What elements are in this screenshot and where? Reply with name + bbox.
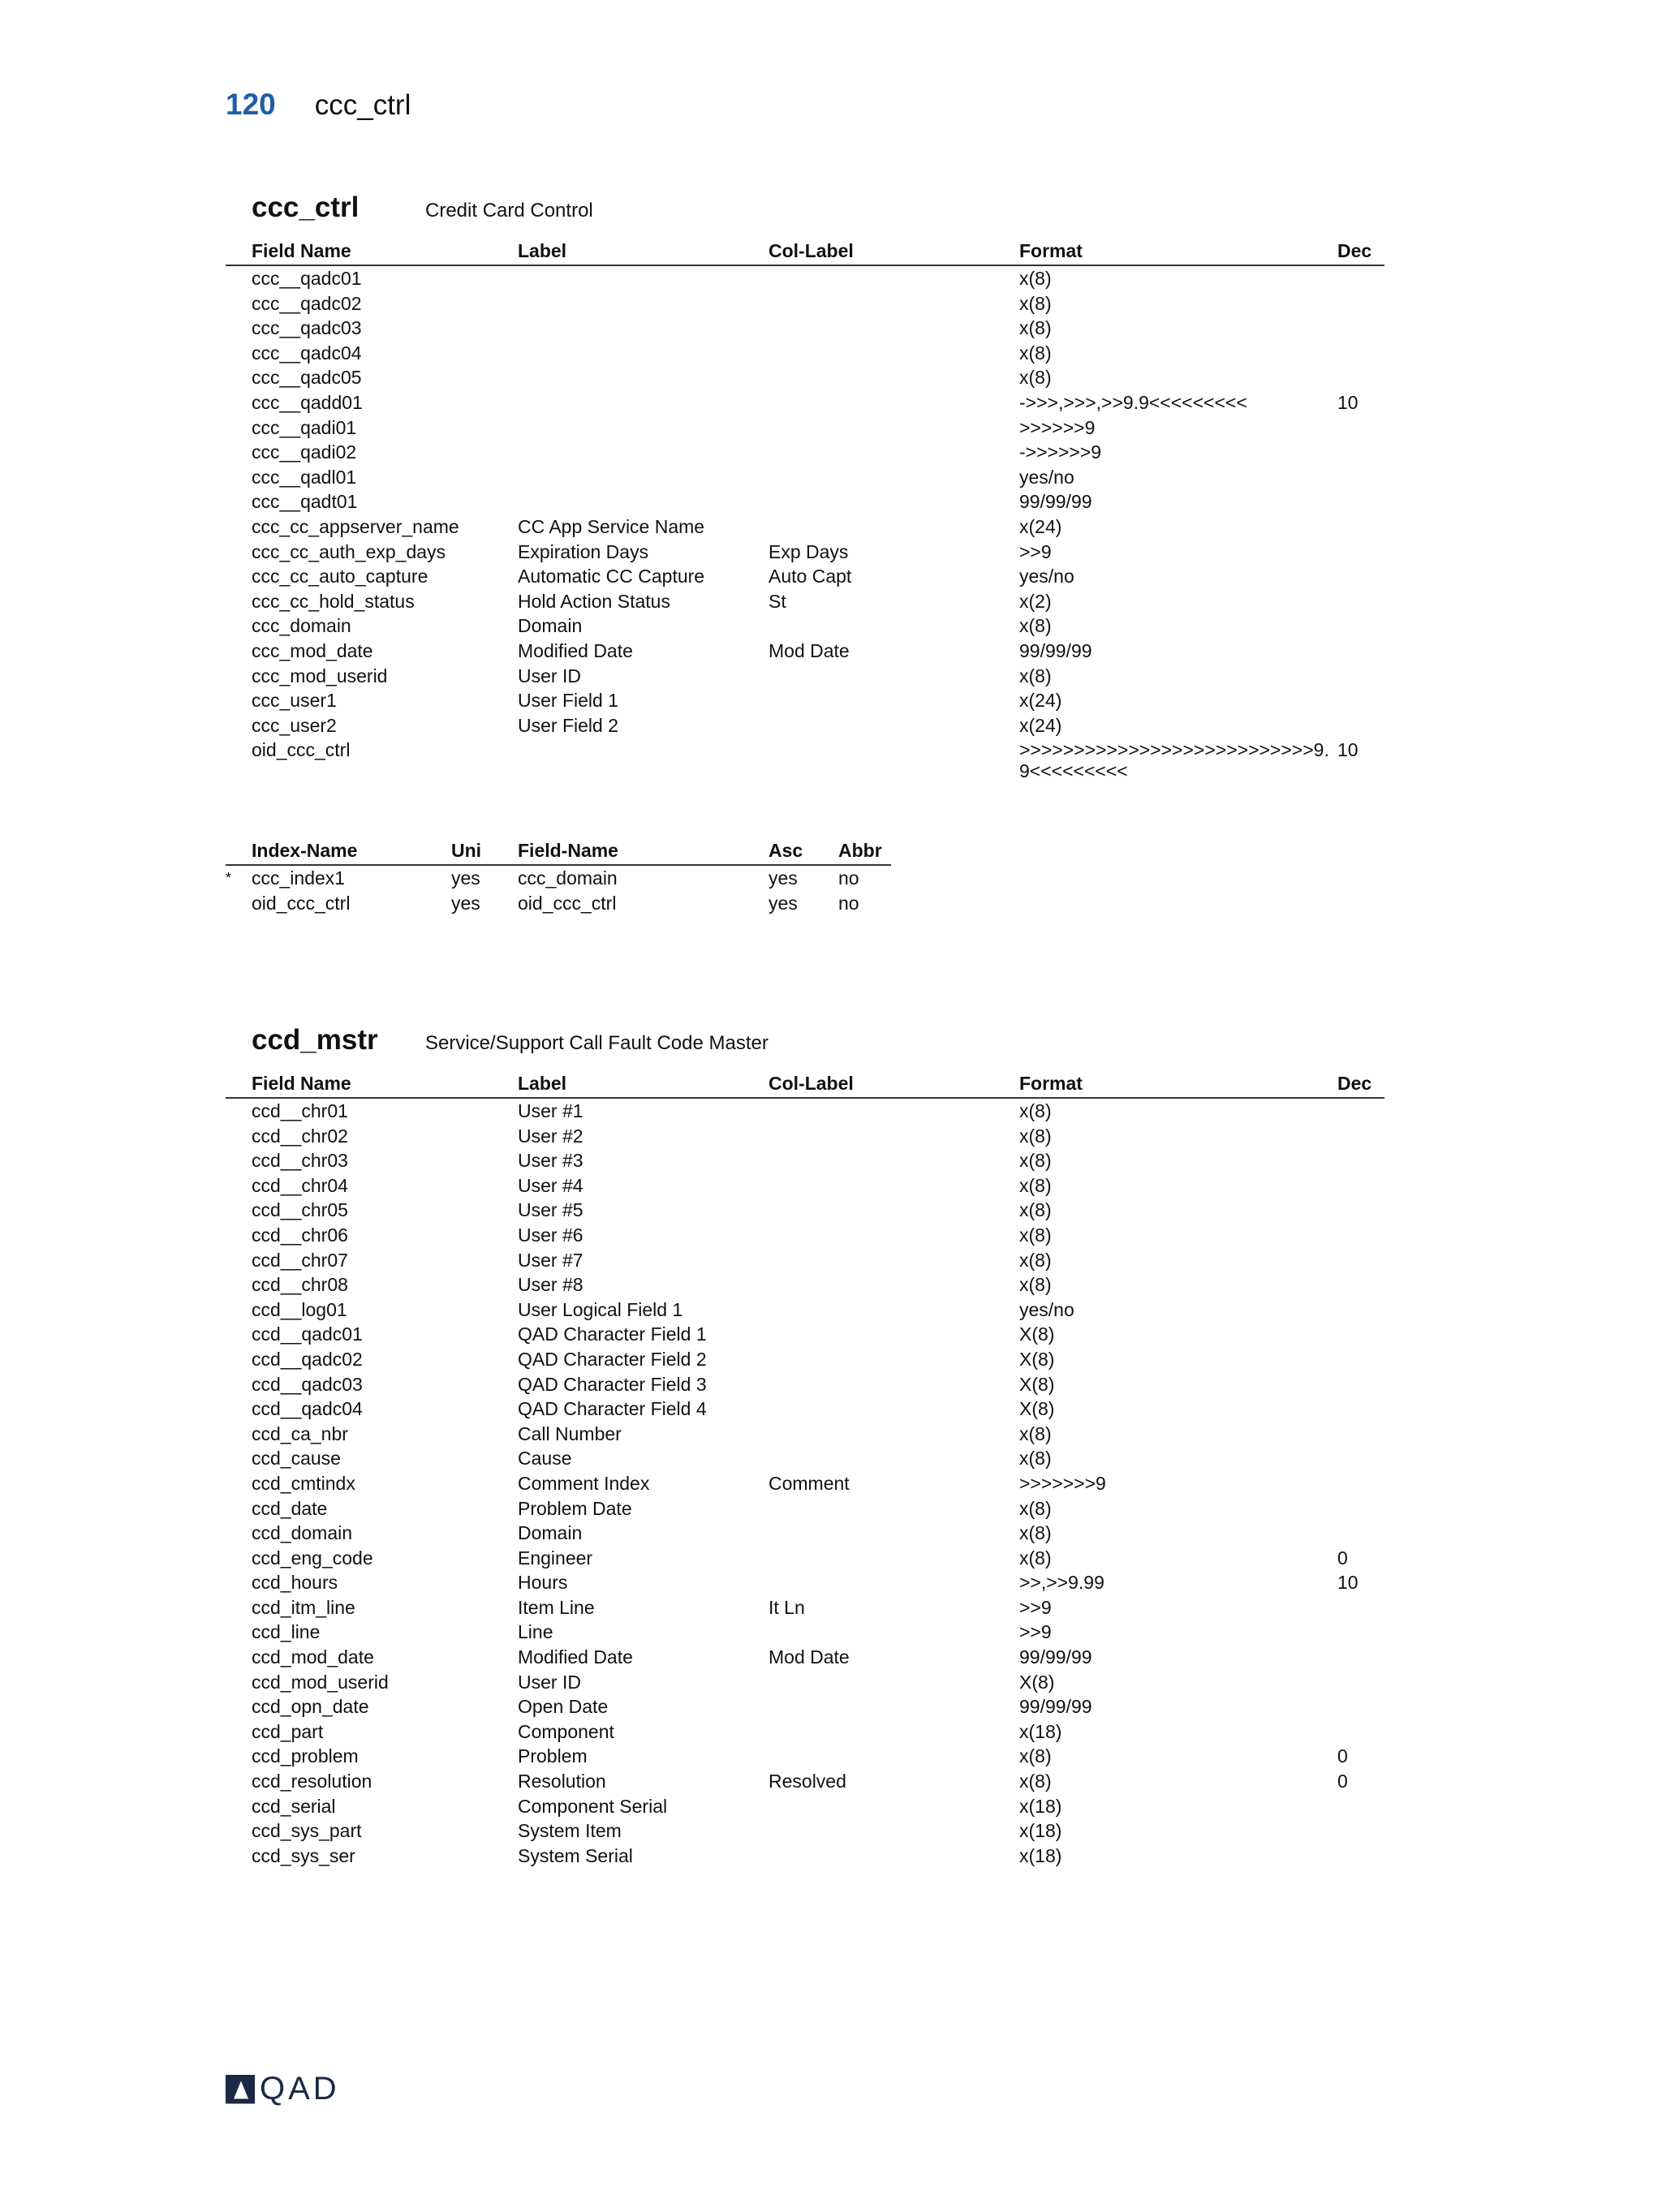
cell-label: QAD Character Field 3 bbox=[518, 1373, 707, 1395]
table-row bbox=[226, 1372, 1384, 1397]
cell-col-label: Mod Date bbox=[769, 1646, 850, 1668]
table-row bbox=[226, 1173, 1384, 1199]
cell-format: x(8) bbox=[1019, 1448, 1052, 1470]
table-row bbox=[226, 266, 1384, 291]
cell-format: x(18) bbox=[1019, 1820, 1062, 1842]
cell-format: x(8) bbox=[1019, 1199, 1052, 1221]
cell-field-name: ccd_part bbox=[252, 1720, 324, 1742]
table-row bbox=[226, 1198, 1384, 1223]
index-row bbox=[226, 866, 1384, 891]
cell-col-label: St bbox=[769, 590, 786, 612]
cell-label: User #4 bbox=[518, 1174, 583, 1196]
cell-label: Expiration Days bbox=[518, 540, 649, 562]
table-row bbox=[226, 713, 1384, 738]
cell-field-name: ccc_domain bbox=[518, 867, 618, 889]
cell-index-name: ccc_index1 bbox=[252, 867, 346, 889]
table-row bbox=[226, 1794, 1384, 1819]
cell-format: x(8) bbox=[1019, 1100, 1052, 1121]
field-table-body bbox=[226, 1099, 1384, 1868]
cell-format: x(24) bbox=[1019, 690, 1062, 712]
header-format: Format bbox=[1019, 1073, 1083, 1094]
cell-field-name: ccc__qadc05 bbox=[252, 367, 362, 389]
table-row bbox=[226, 1769, 1384, 1794]
cell-format: 99/99/99 bbox=[1019, 1646, 1092, 1668]
table-row bbox=[226, 1546, 1384, 1571]
cell-label: Resolution bbox=[518, 1771, 606, 1792]
cell-col-label: Resolved bbox=[769, 1771, 846, 1792]
cell-label: Problem Date bbox=[518, 1497, 632, 1519]
cell-field-name: ccd__chr05 bbox=[252, 1199, 348, 1221]
cell-field-name: ccd__chr03 bbox=[252, 1150, 348, 1172]
cell-label: User #3 bbox=[518, 1150, 583, 1172]
cell-format: X(8) bbox=[1019, 1323, 1055, 1345]
cell-format: x(8) bbox=[1019, 1422, 1052, 1444]
cell-field-name: ccd_serial bbox=[252, 1795, 336, 1817]
cell-field-name: ccc_cc_appserver_name bbox=[252, 515, 459, 537]
cell-label: CC App Service Name bbox=[518, 515, 705, 537]
cell-label: User #6 bbox=[518, 1224, 583, 1246]
table-row bbox=[226, 664, 1384, 689]
cell-format: X(8) bbox=[1019, 1398, 1055, 1420]
cell-label: User ID bbox=[518, 665, 581, 686]
table-row bbox=[226, 1148, 1384, 1173]
cell-field-name: ccc__qadd01 bbox=[252, 391, 363, 413]
cell-dec: 10 bbox=[1337, 739, 1358, 761]
table-row bbox=[226, 1818, 1384, 1844]
cell-format: ->>>,>>>,>>9.9<<<<<<<<< bbox=[1019, 391, 1247, 413]
cell-label: Comment Index bbox=[518, 1472, 650, 1494]
cell-col-label: Auto Capt bbox=[769, 566, 852, 587]
cell-primary-marker: * bbox=[226, 870, 232, 887]
cell-label: Domain bbox=[518, 615, 583, 637]
table-row bbox=[226, 1099, 1384, 1124]
table-row bbox=[226, 1396, 1384, 1422]
cell-label: Call Number bbox=[518, 1422, 622, 1444]
header-asc: Asc bbox=[769, 840, 803, 862]
cell-label: QAD Character Field 1 bbox=[518, 1323, 707, 1345]
table-row bbox=[226, 440, 1384, 465]
table-row bbox=[226, 1322, 1384, 1347]
cell-field-name: ccd_problem bbox=[252, 1745, 359, 1767]
cell-field-name: ccd_hours bbox=[252, 1572, 338, 1594]
cell-field-name: ccc_user1 bbox=[252, 690, 337, 712]
qad-logo bbox=[226, 2071, 340, 2107]
table-row bbox=[226, 1446, 1384, 1471]
ccd-mstr-section bbox=[226, 1024, 1384, 1868]
cell-field-name: ccd__chr08 bbox=[252, 1274, 348, 1296]
cell-label: Automatic CC Capture bbox=[518, 566, 705, 587]
table-row bbox=[226, 415, 1384, 441]
cell-field-name: ccc__qadc02 bbox=[252, 292, 362, 314]
table-row bbox=[226, 738, 1384, 783]
header-col-label: Col-Label bbox=[769, 1073, 854, 1094]
cell-field-name: ccd_mod_userid bbox=[252, 1671, 389, 1693]
cell-field-name: ccc_cc_auto_capture bbox=[252, 566, 428, 587]
cell-field-name: ccd__qadc02 bbox=[252, 1348, 363, 1370]
cell-format: 99/99/99 bbox=[1019, 639, 1092, 661]
cell-format: >>9 bbox=[1019, 1596, 1052, 1618]
cell-field-name: ccd__chr04 bbox=[252, 1174, 348, 1196]
cell-format: 99/99/99 bbox=[1019, 1696, 1092, 1718]
qad-logo-icon bbox=[226, 2075, 255, 2104]
cell-label: Item Line bbox=[518, 1596, 595, 1618]
cell-format: yes/no bbox=[1019, 466, 1074, 488]
table-row bbox=[226, 1248, 1384, 1273]
cell-dec: 10 bbox=[1337, 1572, 1358, 1594]
cell-field-name: ccc__qadc01 bbox=[252, 268, 362, 289]
cell-field-name: ccd_opn_date bbox=[252, 1696, 369, 1718]
cell-field-name: ccd_cause bbox=[252, 1448, 341, 1470]
cell-field-name: ccc__qadi02 bbox=[252, 441, 357, 463]
cell-field-name: ccd_domain bbox=[252, 1522, 353, 1544]
cell-col-label: Exp Days bbox=[769, 540, 849, 562]
header-col-label: Col-Label bbox=[769, 240, 854, 261]
cell-label: Domain bbox=[518, 1522, 583, 1544]
cell-field-name: ccc__qadl01 bbox=[252, 466, 357, 488]
cell-field-name: ccd_eng_code bbox=[252, 1547, 373, 1569]
header-dec: Dec bbox=[1337, 1073, 1372, 1094]
cell-label: QAD Character Field 4 bbox=[518, 1398, 707, 1420]
cell-label: Component Serial bbox=[518, 1795, 668, 1817]
table-row bbox=[226, 1694, 1384, 1719]
cell-format: x(8) bbox=[1019, 292, 1052, 314]
table-row bbox=[226, 613, 1384, 639]
table-row bbox=[226, 1719, 1384, 1745]
cell-format: X(8) bbox=[1019, 1348, 1055, 1370]
cell-field-name: ccd__chr07 bbox=[252, 1249, 348, 1271]
cell-field-name: ccd__chr01 bbox=[252, 1100, 348, 1121]
cell-dec: 0 bbox=[1337, 1745, 1348, 1767]
table-description: Credit Card Control bbox=[425, 200, 593, 222]
cell-format: >>9 bbox=[1019, 1621, 1052, 1643]
cell-label: Engineer bbox=[518, 1547, 593, 1569]
header-field-name: Field-Name bbox=[518, 840, 618, 862]
cell-format: x(8) bbox=[1019, 615, 1052, 637]
cell-label: Line bbox=[518, 1621, 553, 1643]
table-row bbox=[226, 514, 1384, 540]
cell-field-name: ccd__qadc03 bbox=[252, 1373, 363, 1395]
cell-field-name: oid_ccc_ctrl bbox=[518, 892, 617, 914]
cell-format: X(8) bbox=[1019, 1373, 1055, 1395]
cell-dec: 10 bbox=[1337, 391, 1358, 413]
cell-field-name: ccd_itm_line bbox=[252, 1596, 355, 1618]
cell-format: x(8) bbox=[1019, 1249, 1052, 1271]
table-row bbox=[226, 1595, 1384, 1620]
cell-label: User Field 2 bbox=[518, 714, 618, 736]
cell-label: User #2 bbox=[518, 1125, 583, 1147]
cell-field-name: ccd_sys_ser bbox=[252, 1844, 355, 1866]
cell-dec: 0 bbox=[1337, 1547, 1348, 1569]
cell-format: x(18) bbox=[1019, 1844, 1062, 1866]
table-row bbox=[226, 316, 1384, 341]
table-row bbox=[226, 465, 1384, 490]
table-row bbox=[226, 1298, 1384, 1323]
cell-field-name: ccc__qadc03 bbox=[252, 317, 362, 339]
cell-format: x(8) bbox=[1019, 268, 1052, 289]
page-running-title: ccc_ctrl bbox=[314, 89, 411, 121]
cell-field-name: ccc__qadt01 bbox=[252, 491, 358, 513]
cell-field-name: ccc__qadc04 bbox=[252, 342, 362, 364]
index-table-header bbox=[226, 840, 891, 866]
table-row bbox=[226, 1347, 1384, 1372]
cell-format: yes/no bbox=[1019, 1298, 1074, 1320]
cell-abbr: no bbox=[838, 867, 859, 889]
index-row bbox=[226, 891, 1384, 916]
header-dec: Dec bbox=[1337, 240, 1372, 261]
cell-field-name: ccd_sys_part bbox=[252, 1820, 362, 1842]
cell-format: x(8) bbox=[1019, 1497, 1052, 1519]
table-row bbox=[226, 489, 1384, 514]
cell-label: Hold Action Status bbox=[518, 590, 670, 612]
cell-format: x(8) bbox=[1019, 665, 1052, 686]
table-row bbox=[226, 341, 1384, 366]
cell-label: User #7 bbox=[518, 1249, 583, 1271]
cell-field-name: ccd_date bbox=[252, 1497, 328, 1519]
header-format: Format bbox=[1019, 240, 1083, 261]
cell-field-name: ccd_line bbox=[252, 1621, 321, 1643]
table-row bbox=[226, 291, 1384, 316]
cell-uni: yes bbox=[451, 867, 480, 889]
cell-label: User Field 1 bbox=[518, 690, 618, 712]
table-row bbox=[226, 1223, 1384, 1248]
field-table-header bbox=[226, 1073, 1384, 1099]
cell-field-name: ccc_domain bbox=[252, 615, 351, 637]
cell-field-name: ccd__qadc01 bbox=[252, 1323, 363, 1345]
header-label: Label bbox=[518, 1073, 567, 1094]
field-table-body bbox=[226, 266, 1384, 783]
table-row bbox=[226, 1744, 1384, 1769]
cell-format: 99/99/99 bbox=[1019, 491, 1092, 513]
cell-label: Modified Date bbox=[518, 639, 633, 661]
cell-asc: yes bbox=[769, 867, 798, 889]
field-table-header bbox=[226, 240, 1384, 266]
table-title bbox=[226, 192, 1384, 240]
cell-format: x(8) bbox=[1019, 1745, 1052, 1767]
cell-format: ->>>>>>9 bbox=[1019, 441, 1102, 463]
cell-field-name: ccd__chr06 bbox=[252, 1224, 348, 1246]
header-index-name: Index-Name bbox=[252, 840, 358, 862]
cell-label: System Item bbox=[518, 1820, 622, 1842]
cell-abbr: no bbox=[838, 892, 859, 914]
cell-label: User #8 bbox=[518, 1274, 583, 1296]
table-row bbox=[226, 1272, 1384, 1298]
cell-field-name: ccd_mod_date bbox=[252, 1646, 374, 1668]
cell-field-name: ccd__qadc04 bbox=[252, 1398, 363, 1420]
page-number: 120 bbox=[226, 88, 276, 121]
cell-field-name: ccc_user2 bbox=[252, 714, 337, 736]
cell-field-name: ccc_mod_userid bbox=[252, 665, 388, 686]
page-header bbox=[226, 88, 411, 122]
cell-label: Hours bbox=[518, 1572, 568, 1594]
table-row bbox=[226, 1521, 1384, 1546]
cell-field-name: ccd_resolution bbox=[252, 1771, 372, 1792]
cell-format: >>>>>>>>>>>>>>>>>>>>>>>>>>>9.9<<<<<<<<< bbox=[1019, 739, 1329, 782]
cell-field-name: ccd_cmtindx bbox=[252, 1472, 355, 1494]
cell-format: x(24) bbox=[1019, 714, 1062, 736]
cell-format: x(8) bbox=[1019, 342, 1052, 364]
table-row bbox=[226, 1844, 1384, 1869]
cell-format: x(8) bbox=[1019, 1224, 1052, 1246]
cell-format: x(24) bbox=[1019, 515, 1062, 537]
cell-field-name: ccc_mod_date bbox=[252, 639, 373, 661]
cell-format: X(8) bbox=[1019, 1671, 1055, 1693]
cell-field-name: ccc_cc_auth_exp_days bbox=[252, 540, 446, 562]
cell-field-name: oid_ccc_ctrl bbox=[252, 739, 351, 761]
table-title bbox=[226, 1024, 1384, 1073]
table-row bbox=[226, 688, 1384, 713]
table-row bbox=[226, 639, 1384, 664]
cell-label: System Serial bbox=[518, 1844, 633, 1866]
table-row bbox=[226, 1471, 1384, 1496]
cell-uni: yes bbox=[451, 892, 480, 914]
header-abbr: Abbr bbox=[838, 840, 882, 862]
cell-format: x(8) bbox=[1019, 317, 1052, 339]
cell-format: >>,>>9.99 bbox=[1019, 1572, 1104, 1594]
cell-format: >>>>>>>9 bbox=[1019, 1472, 1106, 1494]
cell-label: User Logical Field 1 bbox=[518, 1298, 683, 1320]
cell-label: Cause bbox=[518, 1448, 572, 1470]
cell-format: x(8) bbox=[1019, 1274, 1052, 1296]
qad-logo-text: QAD bbox=[260, 2071, 340, 2107]
cell-format: x(8) bbox=[1019, 1150, 1052, 1172]
cell-format: x(18) bbox=[1019, 1720, 1062, 1742]
cell-col-label: Comment bbox=[769, 1472, 850, 1494]
cell-label: Problem bbox=[518, 1745, 588, 1767]
cell-format: x(2) bbox=[1019, 590, 1052, 612]
cell-format: x(18) bbox=[1019, 1795, 1062, 1817]
cell-label: User #1 bbox=[518, 1100, 583, 1121]
cell-field-name: ccd_ca_nbr bbox=[252, 1422, 348, 1444]
header-field-name: Field Name bbox=[252, 1073, 351, 1094]
cell-label: User ID bbox=[518, 1671, 581, 1693]
table-row bbox=[226, 1422, 1384, 1447]
cell-label: User #5 bbox=[518, 1199, 583, 1221]
cell-label: QAD Character Field 2 bbox=[518, 1348, 707, 1370]
table-row bbox=[226, 540, 1384, 565]
table-row bbox=[226, 1570, 1384, 1595]
cell-format: x(8) bbox=[1019, 367, 1052, 389]
table-row bbox=[226, 564, 1384, 589]
cell-format: x(8) bbox=[1019, 1547, 1052, 1569]
table-name: ccd_mstr bbox=[252, 1024, 378, 1056]
table-row bbox=[226, 390, 1384, 415]
table-row bbox=[226, 589, 1384, 614]
cell-format: yes/no bbox=[1019, 566, 1074, 587]
cell-label: Modified Date bbox=[518, 1646, 633, 1668]
cell-field-name: ccd__chr02 bbox=[252, 1125, 348, 1147]
cell-format: x(8) bbox=[1019, 1125, 1052, 1147]
cell-field-name: ccc_cc_hold_status bbox=[252, 590, 415, 612]
ccc-ctrl-section bbox=[226, 192, 1384, 915]
header-uni: Uni bbox=[451, 840, 482, 862]
cell-format: >>>>>>9 bbox=[1019, 416, 1096, 438]
table-row bbox=[226, 1645, 1384, 1670]
cell-dec: 0 bbox=[1337, 1771, 1348, 1792]
header-field-name: Field Name bbox=[252, 240, 351, 261]
table-row bbox=[226, 1670, 1384, 1695]
cell-format: >>9 bbox=[1019, 540, 1052, 562]
cell-format: x(8) bbox=[1019, 1522, 1052, 1544]
cell-label: Open Date bbox=[518, 1696, 609, 1718]
table-name: ccc_ctrl bbox=[252, 192, 360, 223]
cell-format: x(8) bbox=[1019, 1174, 1052, 1196]
header-label: Label bbox=[518, 240, 567, 261]
index-table-body bbox=[226, 866, 1384, 915]
cell-index-name: oid_ccc_ctrl bbox=[252, 892, 351, 914]
cell-col-label: Mod Date bbox=[769, 639, 850, 661]
cell-col-label: It Ln bbox=[769, 1596, 805, 1618]
table-row bbox=[226, 1124, 1384, 1149]
table-row bbox=[226, 1496, 1384, 1521]
cell-field-name: ccd__log01 bbox=[252, 1298, 347, 1320]
cell-label: Component bbox=[518, 1720, 614, 1742]
cell-asc: yes bbox=[769, 892, 798, 914]
cell-format: x(8) bbox=[1019, 1771, 1052, 1792]
table-description: Service/Support Call Fault Code Master bbox=[425, 1032, 769, 1054]
table-row bbox=[226, 1620, 1384, 1645]
cell-field-name: ccc__qadi01 bbox=[252, 416, 357, 438]
table-row bbox=[226, 365, 1384, 390]
